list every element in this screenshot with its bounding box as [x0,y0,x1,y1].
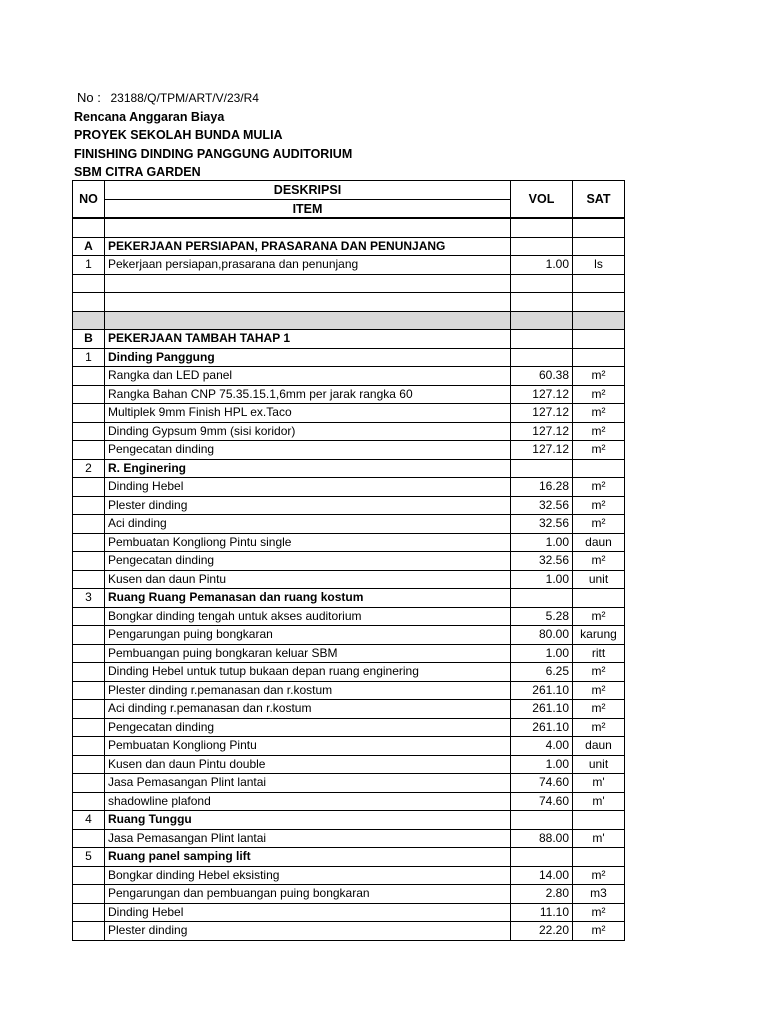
row-no-cell [73,866,105,885]
row-item-cell: Multiplek 9mm Finish HPL ex.Taco [105,404,511,423]
row-sat-cell: m² [573,922,625,941]
row-sat-cell: m² [573,700,625,719]
row-vol-cell [511,311,573,330]
row-vol-cell: 32.56 [511,552,573,571]
row-sat-cell: m² [573,663,625,682]
row-vol-cell: 261.10 [511,718,573,737]
row-sat-cell: ls [573,256,625,275]
row-item-cell: Dinding Hebel untuk tutup bukaan depan ruang enginering [105,663,511,682]
row-vol-cell: 5.28 [511,607,573,626]
table-row [73,441,625,460]
row-sat-cell: m² [573,367,625,386]
row-no-cell [73,496,105,515]
table-row [73,774,625,793]
row-sat-cell: m² [573,607,625,626]
row-item-cell: Dinding Gypsum 9mm (sisi koridor) [105,422,511,441]
table-row [73,866,625,885]
table-row [73,385,625,404]
row-no-cell [73,367,105,386]
row-vol-cell [511,218,573,237]
row-no-cell: 2 [73,459,105,478]
row-no-cell [73,626,105,645]
header-no: NO [73,181,105,219]
row-item-cell: Pengarungan puing bongkaran [105,626,511,645]
row-item-cell: Pengarungan dan pembuangan puing bongkaran [105,885,511,904]
row-no-cell [73,903,105,922]
table-row [73,755,625,774]
row-vol-cell [511,459,573,478]
row-vol-cell: 261.10 [511,700,573,719]
row-item-cell: Ruang Ruang Pemanasan dan ruang kostum [105,589,511,608]
row-no-cell [73,570,105,589]
row-vol-cell [511,293,573,312]
row-vol-cell: 22.20 [511,922,573,941]
row-sat-cell [573,589,625,608]
row-sat-cell: m² [573,478,625,497]
table-row [73,718,625,737]
row-item-cell: Ruang Tunggu [105,811,511,830]
table-row [73,922,625,941]
row-sat-cell: m² [573,515,625,534]
row-sat-cell [573,293,625,312]
row-no-cell [73,478,105,497]
row-no-cell [73,293,105,312]
row-item-cell: Kusen dan daun Pintu double [105,755,511,774]
row-vol-cell [511,811,573,830]
row-sat-cell: m² [573,496,625,515]
row-sat-cell: unit [573,570,625,589]
row-vol-cell: 6.25 [511,663,573,682]
header-sat: SAT [573,181,625,219]
row-no-cell [73,441,105,460]
table-row [73,478,625,497]
row-no-cell: A [73,237,105,256]
table-row [73,496,625,515]
table-row [73,515,625,534]
budget-table [72,180,625,941]
row-vol-cell [511,330,573,349]
row-item-cell: Rangka dan LED panel [105,367,511,386]
row-no-cell: 1 [73,348,105,367]
project-name: PROYEK SEKOLAH BUNDA MULIA [74,128,283,142]
row-vol-cell [511,848,573,867]
row-no-cell [73,700,105,719]
row-item-cell [105,218,511,237]
row-item-cell: Pengecatan dinding [105,441,511,460]
row-no-cell [73,718,105,737]
table-row [73,293,625,312]
row-sat-cell: m² [573,552,625,571]
row-no-cell: 3 [73,589,105,608]
row-item-cell: Aci dinding r.pemanasan dan r.kostum [105,700,511,719]
row-item-cell: Ruang panel samping lift [105,848,511,867]
row-item-cell: Dinding Hebel [105,478,511,497]
table-row [73,552,625,571]
table-row [73,848,625,867]
table-row [73,311,625,330]
work-title: FINISHING DINDING PANGGUNG AUDITORIUM [74,147,353,161]
row-item-cell: Rangka Bahan CNP 75.35.15.1,6mm per jarak rangka 60 [105,385,511,404]
row-vol-cell: 127.12 [511,441,573,460]
row-vol-cell: 1.00 [511,644,573,663]
row-item-cell: shadowline plafond [105,792,511,811]
row-no-cell: 4 [73,811,105,830]
row-sat-cell: karung [573,626,625,645]
row-item-cell: Bongkar dinding Hebel eksisting [105,866,511,885]
row-no-cell [73,385,105,404]
table-row [73,218,625,237]
row-item-cell: Kusen dan daun Pintu [105,570,511,589]
row-sat-cell [573,459,625,478]
table-row [73,422,625,441]
row-vol-cell: 1.00 [511,533,573,552]
header-vol: VOL [511,181,573,219]
table-header [73,181,625,219]
row-item-cell: Dinding Panggung [105,348,511,367]
row-sat-cell: unit [573,755,625,774]
table-body [73,218,625,940]
table-row [73,367,625,386]
row-no-cell [73,533,105,552]
header-deskripsi: DESKRIPSI [105,181,511,200]
row-item-cell [105,293,511,312]
table-row [73,885,625,904]
row-sat-cell: m² [573,866,625,885]
table-row [73,811,625,830]
table-row [73,903,625,922]
row-sat-cell [573,848,625,867]
row-no-cell [73,515,105,534]
row-sat-cell: ritt [573,644,625,663]
row-sat-cell: m² [573,385,625,404]
row-sat-cell: m² [573,422,625,441]
table-row [73,607,625,626]
table-row [73,737,625,756]
table-row [73,274,625,293]
table-row [73,829,625,848]
row-vol-cell: 32.56 [511,496,573,515]
row-sat-cell: m' [573,774,625,793]
row-sat-cell: m² [573,903,625,922]
row-no-cell: 5 [73,848,105,867]
row-sat-cell: m² [573,404,625,423]
document-number-label: No : [77,90,101,105]
row-item-cell: Jasa Pemasangan Plint lantai [105,829,511,848]
row-item-cell: Pembuatan Kongliong Pintu single [105,533,511,552]
row-sat-cell: m3 [573,885,625,904]
row-sat-cell: m² [573,718,625,737]
table-row [73,626,625,645]
row-no-cell [73,792,105,811]
row-vol-cell: 32.56 [511,515,573,534]
row-no-cell [73,774,105,793]
row-sat-cell: daun [573,737,625,756]
row-item-cell: Plester dinding r.pemanasan dan r.kostum [105,681,511,700]
table-row [73,348,625,367]
row-sat-cell: m' [573,829,625,848]
row-vol-cell: 1.00 [511,755,573,774]
row-no-cell [73,663,105,682]
row-sat-cell [573,811,625,830]
table-row [73,256,625,275]
row-no-cell [73,644,105,663]
row-vol-cell: 74.60 [511,792,573,811]
row-sat-cell: m² [573,441,625,460]
row-no-cell [73,755,105,774]
row-vol-cell: 127.12 [511,404,573,423]
row-item-cell: Pengecatan dinding [105,552,511,571]
row-vol-cell: 11.10 [511,903,573,922]
row-vol-cell [511,274,573,293]
header-item: ITEM [105,200,511,219]
row-item-cell: Bongkar dinding tengah untuk akses auditorium [105,607,511,626]
table-row [73,570,625,589]
row-item-cell: Jasa Pemasangan Plint lantai [105,774,511,793]
row-vol-cell [511,589,573,608]
row-no-cell [73,885,105,904]
row-no-cell [73,922,105,941]
row-item-cell: Plester dinding [105,922,511,941]
row-item-cell: R. Enginering [105,459,511,478]
row-vol-cell: 2.80 [511,885,573,904]
row-no-cell [73,829,105,848]
row-vol-cell: 4.00 [511,737,573,756]
row-vol-cell: 88.00 [511,829,573,848]
row-vol-cell [511,237,573,256]
document-number-value: 23188/Q/TPM/ART/V/23/R4 [110,91,259,105]
row-item-cell: Dinding Hebel [105,903,511,922]
row-vol-cell [511,348,573,367]
table-row [73,792,625,811]
row-vol-cell: 261.10 [511,681,573,700]
row-sat-cell [573,348,625,367]
row-no-cell [73,274,105,293]
table-row [73,459,625,478]
row-item-cell: Pekerjaan persiapan,prasarana dan penunjang [105,256,511,275]
row-no-cell [73,218,105,237]
row-item-cell: PEKERJAAN PERSIAPAN, PRASARANA DAN PENUNJANG [105,237,511,256]
row-vol-cell: 80.00 [511,626,573,645]
table-row [73,330,625,349]
row-no-cell [73,422,105,441]
row-item-cell [105,311,511,330]
table-row [73,644,625,663]
row-item-cell: Plester dinding [105,496,511,515]
table-row [73,681,625,700]
row-item-cell [105,274,511,293]
row-item-cell: Pengecatan dinding [105,718,511,737]
row-vol-cell: 60.38 [511,367,573,386]
row-vol-cell: 14.00 [511,866,573,885]
location-name: SBM CITRA GARDEN [74,165,201,179]
row-vol-cell: 16.28 [511,478,573,497]
row-item-cell: Aci dinding [105,515,511,534]
document-number [77,90,259,105]
row-vol-cell: 127.12 [511,422,573,441]
row-item-cell: Pembuangan puing bongkaran keluar SBM [105,644,511,663]
table-row [73,700,625,719]
row-no-cell [73,311,105,330]
row-sat-cell: daun [573,533,625,552]
row-no-cell: 1 [73,256,105,275]
row-no-cell [73,681,105,700]
row-vol-cell: 1.00 [511,570,573,589]
row-no-cell [73,404,105,423]
row-vol-cell: 74.60 [511,774,573,793]
row-no-cell [73,607,105,626]
row-sat-cell [573,237,625,256]
row-no-cell [73,737,105,756]
row-sat-cell [573,274,625,293]
table-row [73,663,625,682]
row-vol-cell: 1.00 [511,256,573,275]
row-sat-cell: m' [573,792,625,811]
row-no-cell: B [73,330,105,349]
row-sat-cell: m² [573,681,625,700]
row-no-cell [73,552,105,571]
row-sat-cell [573,330,625,349]
table-row [73,404,625,423]
row-sat-cell [573,218,625,237]
row-sat-cell [573,311,625,330]
table-row [73,533,625,552]
row-item-cell: Pembuatan Kongliong Pintu [105,737,511,756]
document-title: Rencana Anggaran Biaya [74,110,225,124]
row-vol-cell: 127.12 [511,385,573,404]
table-row [73,589,625,608]
table-row [73,237,625,256]
row-item-cell: PEKERJAAN TAMBAH TAHAP 1 [105,330,511,349]
